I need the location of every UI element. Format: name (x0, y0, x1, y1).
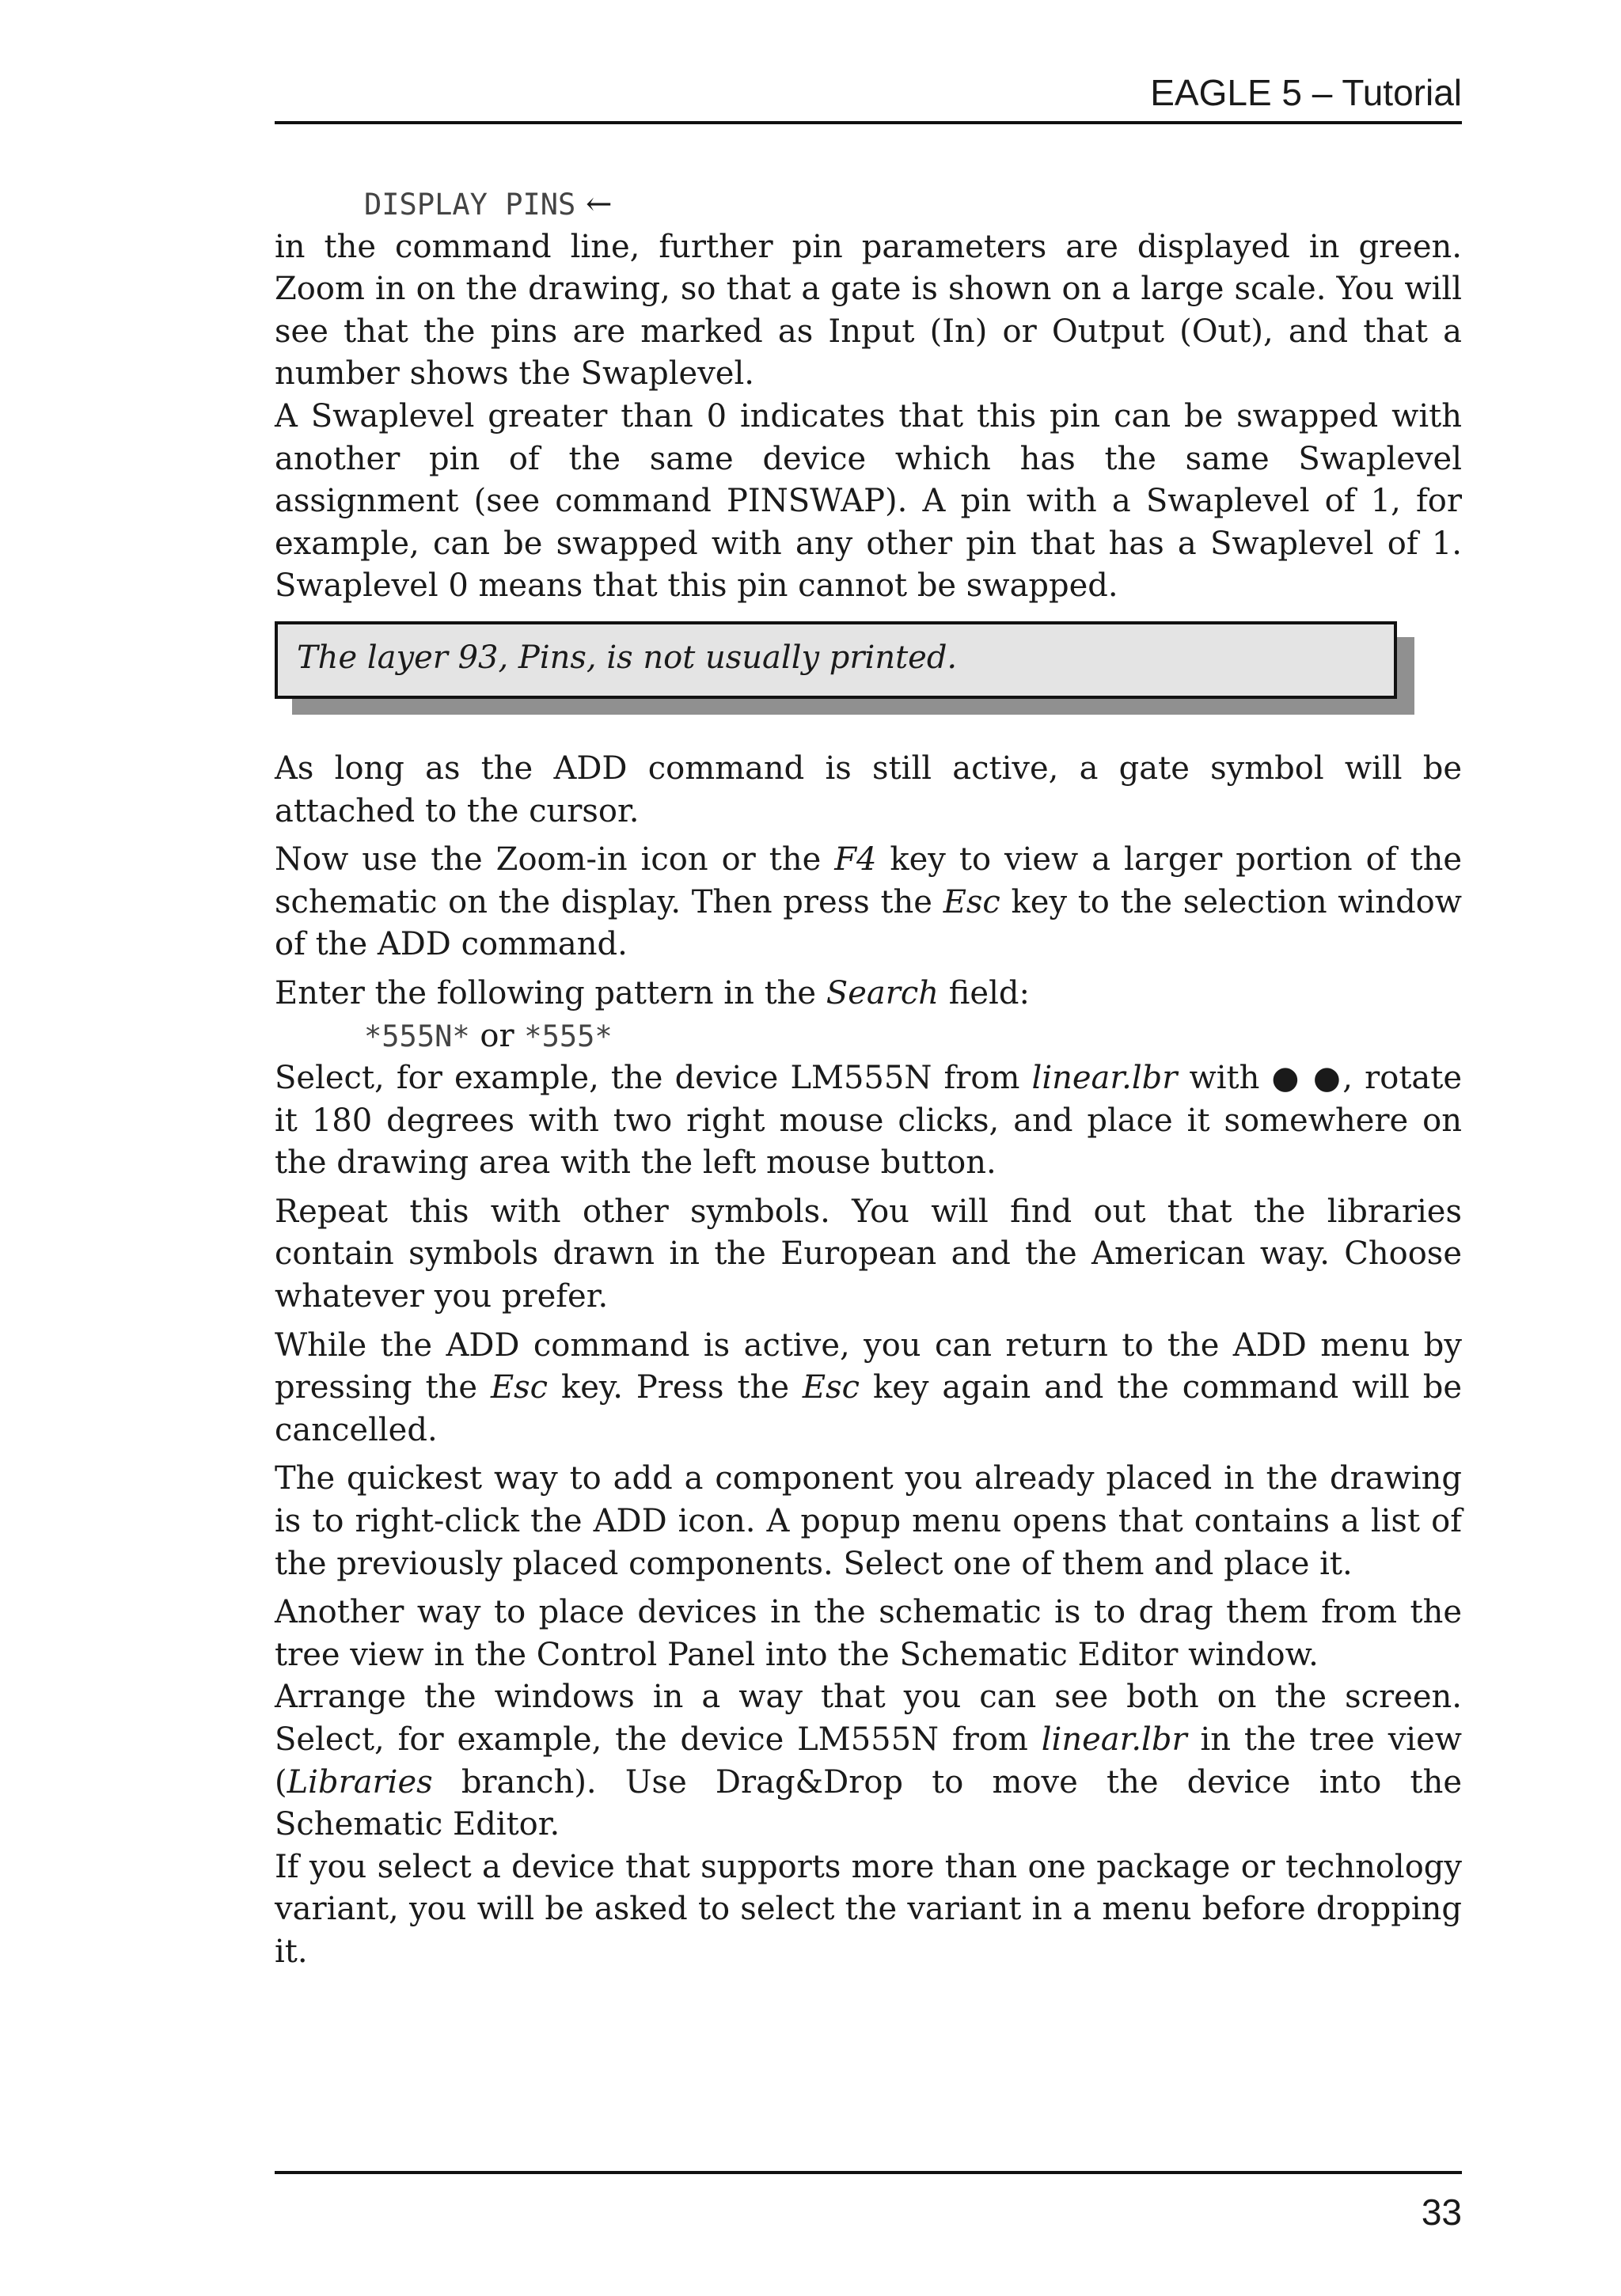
note-callout (275, 621, 1462, 748)
code-command: DISPLAY PINS (364, 188, 576, 222)
paragraph-esc-key: While the ADD command is active, you can return to the ADD menu by pressing the Esc key. Press the Esc key again and the command will be cancelled. (275, 1326, 1462, 1448)
key-esc: Esc (490, 1369, 549, 1406)
code-search-patterns (275, 1015, 1462, 1058)
paragraph-add-active: As long as the ADD command is still active, a gate symbol will be attached to the cursor. (275, 750, 1462, 829)
enter-key-icon: ← (586, 186, 613, 222)
note-text: The layer 93, Pins, is not usually printed. (297, 639, 958, 676)
paragraph-repeat-symbols: Repeat this with other symbols. You will find out that the libraries contain symbols drawn in the European and the American way. Choose whatever you prefer. (275, 1193, 1462, 1315)
pattern-555n: *555N* (364, 1019, 470, 1053)
library-name: linear.lbr (1031, 1060, 1178, 1097)
page-body (275, 184, 1462, 1974)
libraries-branch: Libraries (287, 1763, 433, 1801)
search-field-name: Search (826, 974, 940, 1011)
paragraph-quick-add: The quickest way to add a component you already placed in the drawing is to right-click the ADD icon. A popup menu opens that contains a list of the previously placed components. Select one of them and place it. (275, 1460, 1462, 1582)
paragraph-select-device: Select, for example, the device LM555N from linear.lbr with ● ●, rotate it 180 degrees with two right mouse clicks, and place it somewhere on the drawing area with the left mouse button. (275, 1060, 1462, 1182)
paragraph-arrange-windows: Arrange the windows in a way that you can see both on the screen. Select, for example, the device LM555N from linear.lbr in the tree view (Libraries branch). Use Drag&Drop to move the device into the Schematic Editor. (275, 1679, 1462, 1843)
paragraph-variant: If you select a device that supports more than one package or technology variant, you will be asked to select the variant in a menu before dropping it. (275, 1848, 1462, 1970)
paragraph-zoom: Now use the Zoom-in icon or the F4 key to view a larger portion of the schematic on the display. Then press the Esc key to the selection window of the ADD command. (275, 841, 1463, 963)
code-display-pins (275, 184, 1462, 226)
footer-rule (275, 2171, 1462, 2174)
page-header: EAGLE 5 – Tutorial (1150, 72, 1462, 113)
key-esc: Esc (802, 1369, 860, 1406)
paragraph-pin-parameters: in the command line, further pin parameters are displayed in green. Zoom in on the drawing, so that a gate is shown on a large scale. You will see that the pins are marked as Input (In) or Output (Out), and that a number shows the Swaplevel. (275, 228, 1462, 393)
page-number: 33 (1421, 2192, 1462, 2233)
pattern-555: *555* (524, 1019, 613, 1053)
paragraph-drag-tree: Another way to place devices in the schematic is to drag them from the tree view in the Control Panel into the Schematic Editor window. (275, 1594, 1462, 1673)
library-name: linear.lbr (1041, 1721, 1187, 1758)
key-f4: F4 (834, 841, 877, 879)
paragraph-search-pattern: Enter the following pattern in the Search field: (275, 974, 1030, 1011)
note-box (275, 621, 1397, 699)
key-esc: Esc (943, 883, 1000, 920)
paragraph-swaplevel: A Swaplevel greater than 0 indicates that this pin can be swapped with another pin of the same device which has the same Swaplevel assignment (see command PINSWAP). A pin with a Swaplevel of 1, for example, can be swapped with any other pin that has a Swaplevel of 1. Swaplevel 0 means that this pin cannot be swapped. (275, 397, 1462, 605)
header-rule (275, 121, 1462, 124)
pattern-or: or (480, 1017, 514, 1054)
